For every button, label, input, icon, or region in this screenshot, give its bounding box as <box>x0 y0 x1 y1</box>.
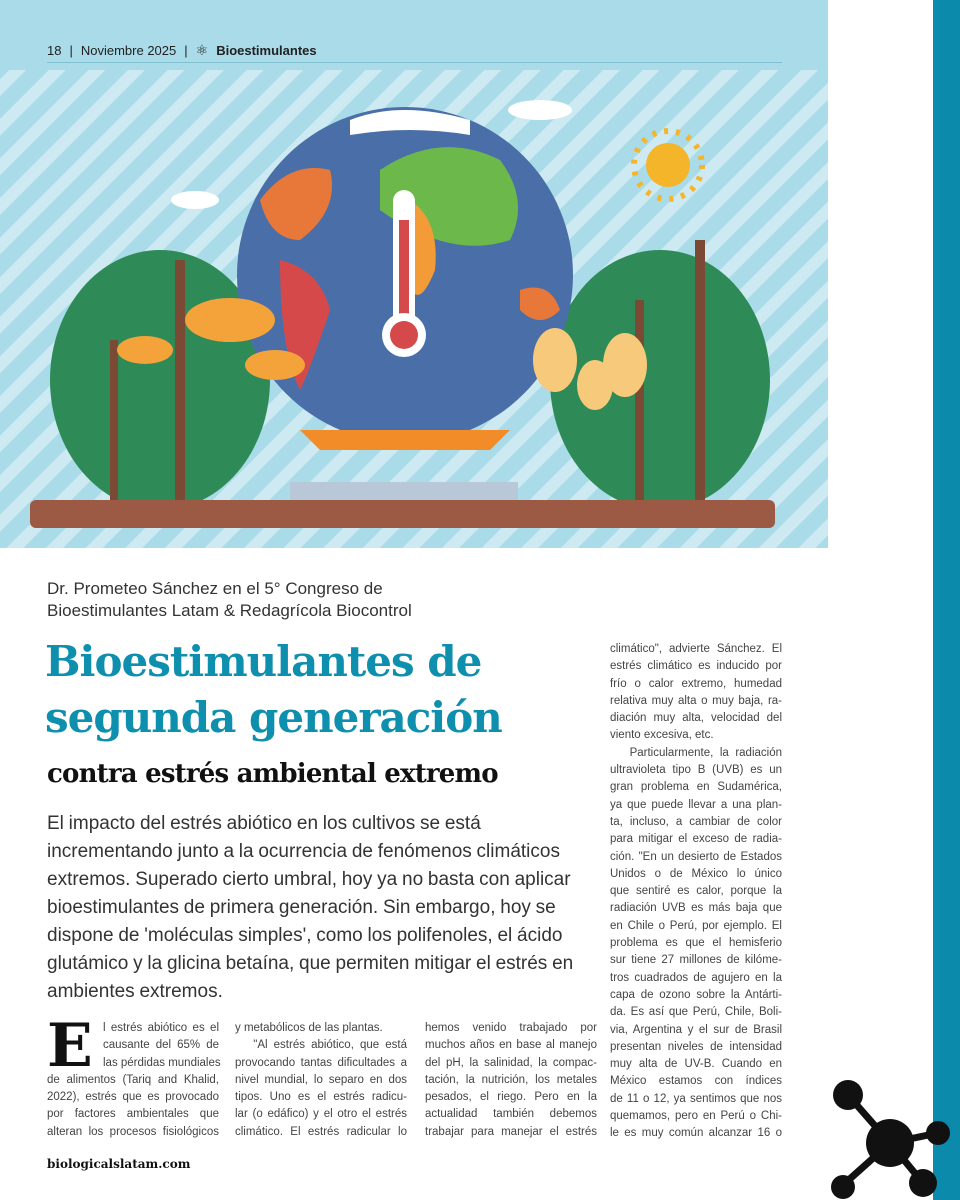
text-line: climático. El estrés radicular lo <box>235 1125 407 1138</box>
kicker-line: Bioestimulantes Latam & Redagrícola Biocontrol <box>47 601 412 620</box>
issue-date: Noviembre 2025 <box>80 43 177 58</box>
climate-change-illustration <box>0 0 828 548</box>
text-line: provocando tantas dificultades a <box>235 1056 407 1069</box>
page-header <box>47 42 317 59</box>
text-line: las pérdidas mundiales <box>103 1056 221 1069</box>
text-line: diación muy alta, velocidad del <box>610 712 782 725</box>
text-line: y metabólicos de las plantas. <box>235 1022 383 1034</box>
text-line: ción. "En un desierto de Estados <box>610 850 782 863</box>
text-line: 2022), estrés que es provocado <box>47 1091 219 1104</box>
text-line: le es muy común alcanzar 16 o <box>610 1127 782 1140</box>
page-number: 18 <box>47 43 62 58</box>
text-line: capa de ozono sobre la Antárti- <box>610 988 782 1001</box>
text-line: climático", advierte Sánchez. El <box>610 643 782 655</box>
lead-paragraph: El impacto del estrés abiótico en los cultivos se está incrementando junto a la ocurrencia de fenómenos climáticos extremos. Superado cierto umbral, hoy ya no basta con aplicar bioestimulantes de primera generación. Sin embargo, hoy se dispone de 'moléculas simples', como los polifenoles, el ácido glutámico y la glicina betaína, que permiten mitigar el estrés en ambientes extremos. <box>47 813 574 1002</box>
text-line: frío o calor extremo, humedad <box>610 677 782 690</box>
text-line: ta, incluso, a cambiar de color <box>610 815 782 828</box>
text-line: l estrés abiótico es el <box>103 1022 219 1034</box>
text-line: causante del 65% de <box>103 1039 219 1052</box>
text-line: del pH, la salinidad, la compac- <box>425 1056 597 1069</box>
kicker <box>47 578 587 622</box>
separator: | <box>69 43 73 58</box>
text-line: de alimentos (Tariq and Khalid, <box>47 1073 219 1086</box>
text-line: estrés climático es inducido por <box>610 660 782 673</box>
text-line: tipos. Uno es el estrés radicu- <box>235 1091 407 1104</box>
text-line: por factores ambientales que <box>47 1108 219 1121</box>
text-line: pesados, el riego. Pero en la <box>425 1091 597 1104</box>
text-line: "Al estrés abiótico, que está <box>235 1039 407 1052</box>
subheadline: contra estrés ambiental extremo <box>47 759 498 789</box>
text-line: para mitigar el exceso de radia- <box>610 833 782 846</box>
text-line: via, Argentina y el sur de Brasil <box>610 1023 782 1036</box>
text-line: Unidos o de México lo único <box>610 867 782 880</box>
text-line: problema es que el hemisferio <box>610 937 782 950</box>
body-column-1 <box>47 1011 221 1141</box>
text-line: Particularmente, la radiación <box>610 746 782 759</box>
text-line: tros cuadrados de agujero en la <box>610 971 782 984</box>
body-column-4 <box>610 641 782 1143</box>
text-line: quemamos, pero en Perú o Chi- <box>610 1110 782 1123</box>
hero-illustration <box>0 0 828 548</box>
text-line: gran problema en Sudamérica, <box>610 781 782 794</box>
separator: | <box>184 43 188 58</box>
headline <box>45 634 595 746</box>
text-line: da. Es así que Perú, Chile, Boli- <box>610 1006 782 1019</box>
molecule-icon <box>828 1075 960 1200</box>
text-line: trabajar para manejar el estrés <box>425 1125 597 1138</box>
text-line: actualidad también debemos <box>425 1108 597 1121</box>
text-line: ya que puede llevar a una plan- <box>610 798 782 811</box>
body-column-3 <box>425 1020 597 1141</box>
section-name: Bioestimulantes <box>216 43 317 58</box>
text-line: sur tiene 27 millones de kilóme- <box>610 954 782 967</box>
body-column-2 <box>235 1020 407 1141</box>
text-line: viento excesiva, etc. <box>610 729 714 742</box>
text-line: en Chile o Perú, por ejemplo. El <box>610 919 782 932</box>
drop-cap: E <box>47 1011 93 1081</box>
text-line: alteran los procesos fisiológicos <box>47 1125 219 1138</box>
text-line: presentan niveles de intensidad <box>610 1040 782 1053</box>
text-line: muchos años en base al manejo <box>425 1039 597 1052</box>
headline-line: Bioestimulantes de <box>45 637 482 686</box>
text-line: ultravioleta tipo B (UVB) es un <box>610 764 782 777</box>
text-line: radiación UVB es más baja que <box>610 902 782 915</box>
text-line: relativa muy alta o muy baja, ra- <box>610 694 782 707</box>
text-line: muy alta de UV-B. Cuando en <box>610 1058 782 1071</box>
header-divider <box>47 62 782 63</box>
text-line: lar (o edáfico) y el otro el estrés <box>235 1108 407 1121</box>
site-url: biologicalslatam.com <box>47 1157 191 1171</box>
text-line: de 11 o 12, ya sentimos que nos <box>610 1092 782 1105</box>
text-line: hemos venido trabajado por <box>425 1022 597 1034</box>
kicker-line: Dr. Prometeo Sánchez en el 5° Congreso de <box>47 579 383 598</box>
headline-line: segunda generación <box>45 693 502 742</box>
text-line: tación, la nutrición, los metales <box>425 1073 597 1086</box>
side-color-bar <box>933 0 960 1200</box>
text-line: nivel mundial, lo separo en dos <box>235 1073 407 1086</box>
text-line: que sentiré es calor, porque la <box>610 885 782 898</box>
text-line: México estamos con índices <box>610 1075 782 1088</box>
molecule-icon: ⚛ <box>195 42 209 58</box>
